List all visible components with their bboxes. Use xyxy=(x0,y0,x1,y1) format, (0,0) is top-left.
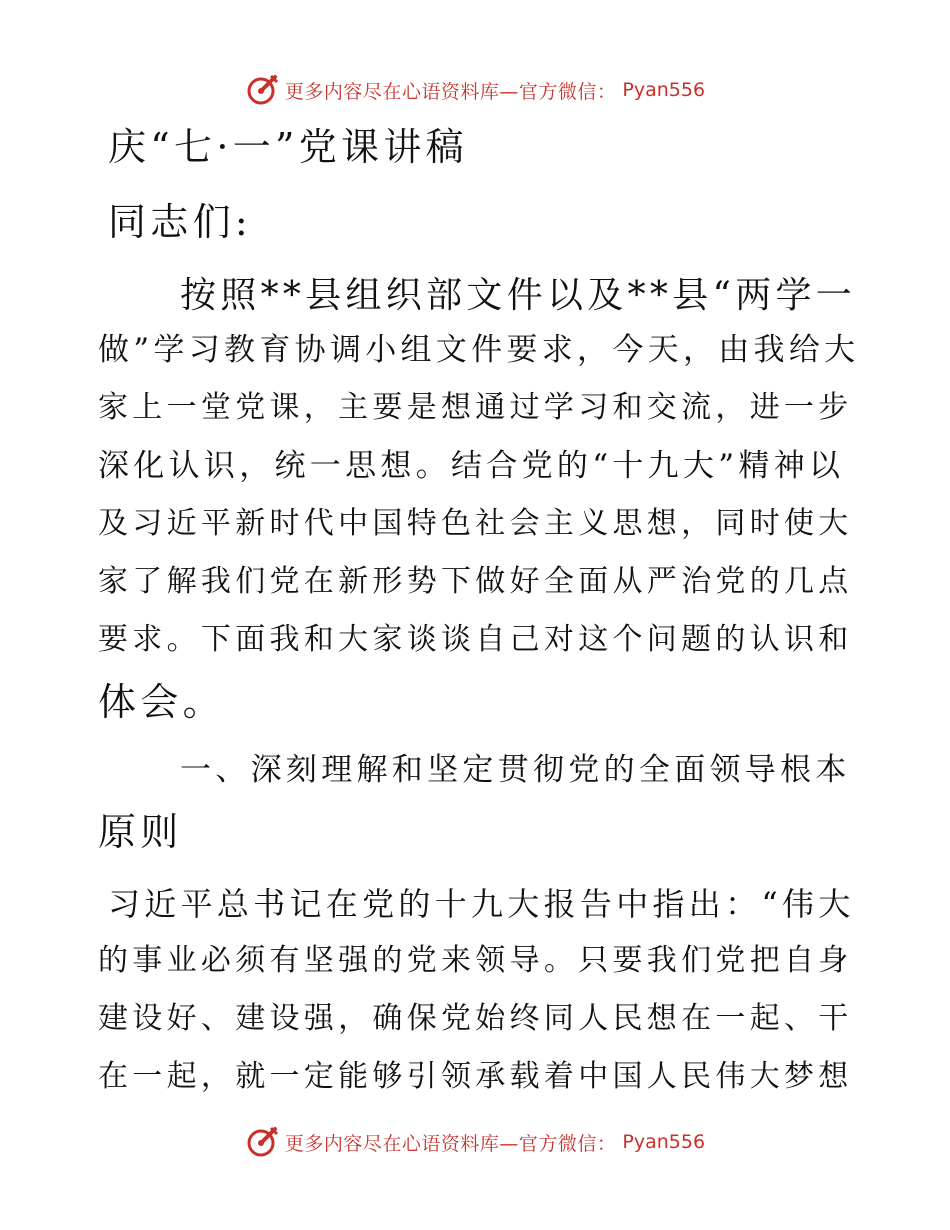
paragraph-line: 要求。下面我和大家谈谈自己对这个问题的认识和 xyxy=(98,622,853,657)
paragraph-line: 习近平总书记在党的十九大报告中指出：“伟大 xyxy=(108,885,855,923)
paragraph-line: 做”学习教育协调小组文件要求，今天，由我给大 xyxy=(98,332,860,368)
paragraph-line: 家了解我们党在新形势下做好全面从严治党的几点 xyxy=(98,564,853,599)
watermark-banner-top xyxy=(0,70,950,110)
paragraph-line: 的事业必须有坚强的党来领导。只要我们党把自身 xyxy=(98,943,853,978)
paragraph-line: 及习近平新时代中国特色社会主义思想，同时使大 xyxy=(98,506,853,541)
paragraph-line: 按照**县组织部文件以及**县“两学一 xyxy=(180,275,857,316)
paragraph-line: 建设好、建设强，确保党始终同人民想在一起、干 xyxy=(98,1001,853,1036)
pen-logo-icon xyxy=(245,1125,279,1159)
salutation: 同志们: xyxy=(108,200,253,244)
section-heading-continued: 原则 xyxy=(98,810,183,854)
paragraph-line: 体会。 xyxy=(98,680,225,724)
document-title: 庆“七·一”党课讲稿 xyxy=(108,125,468,169)
watermark-handle: Pyan556 xyxy=(622,79,706,101)
paragraph-line: 家上一堂党课，主要是想通过学习和交流，进一步 xyxy=(98,390,853,425)
pen-logo-icon xyxy=(245,73,279,107)
paragraph-line: 深化认识，统一思想。结合党的“十九大”精神以 xyxy=(98,448,845,484)
watermark-text: 更多内容尽在心语资料库—官方微信： xyxy=(284,80,617,103)
watermark-banner-bottom xyxy=(0,1122,950,1162)
section-heading: 一、深刻理解和坚定贯彻党的全面领导根本 xyxy=(180,752,851,788)
watermark-text: 更多内容尽在心语资料库—官方微信： xyxy=(284,1132,617,1155)
paragraph-line: 在一起，就一定能够引领承载着中国人民伟大梦想 xyxy=(98,1059,853,1094)
watermark-handle: Pyan556 xyxy=(622,1131,706,1153)
